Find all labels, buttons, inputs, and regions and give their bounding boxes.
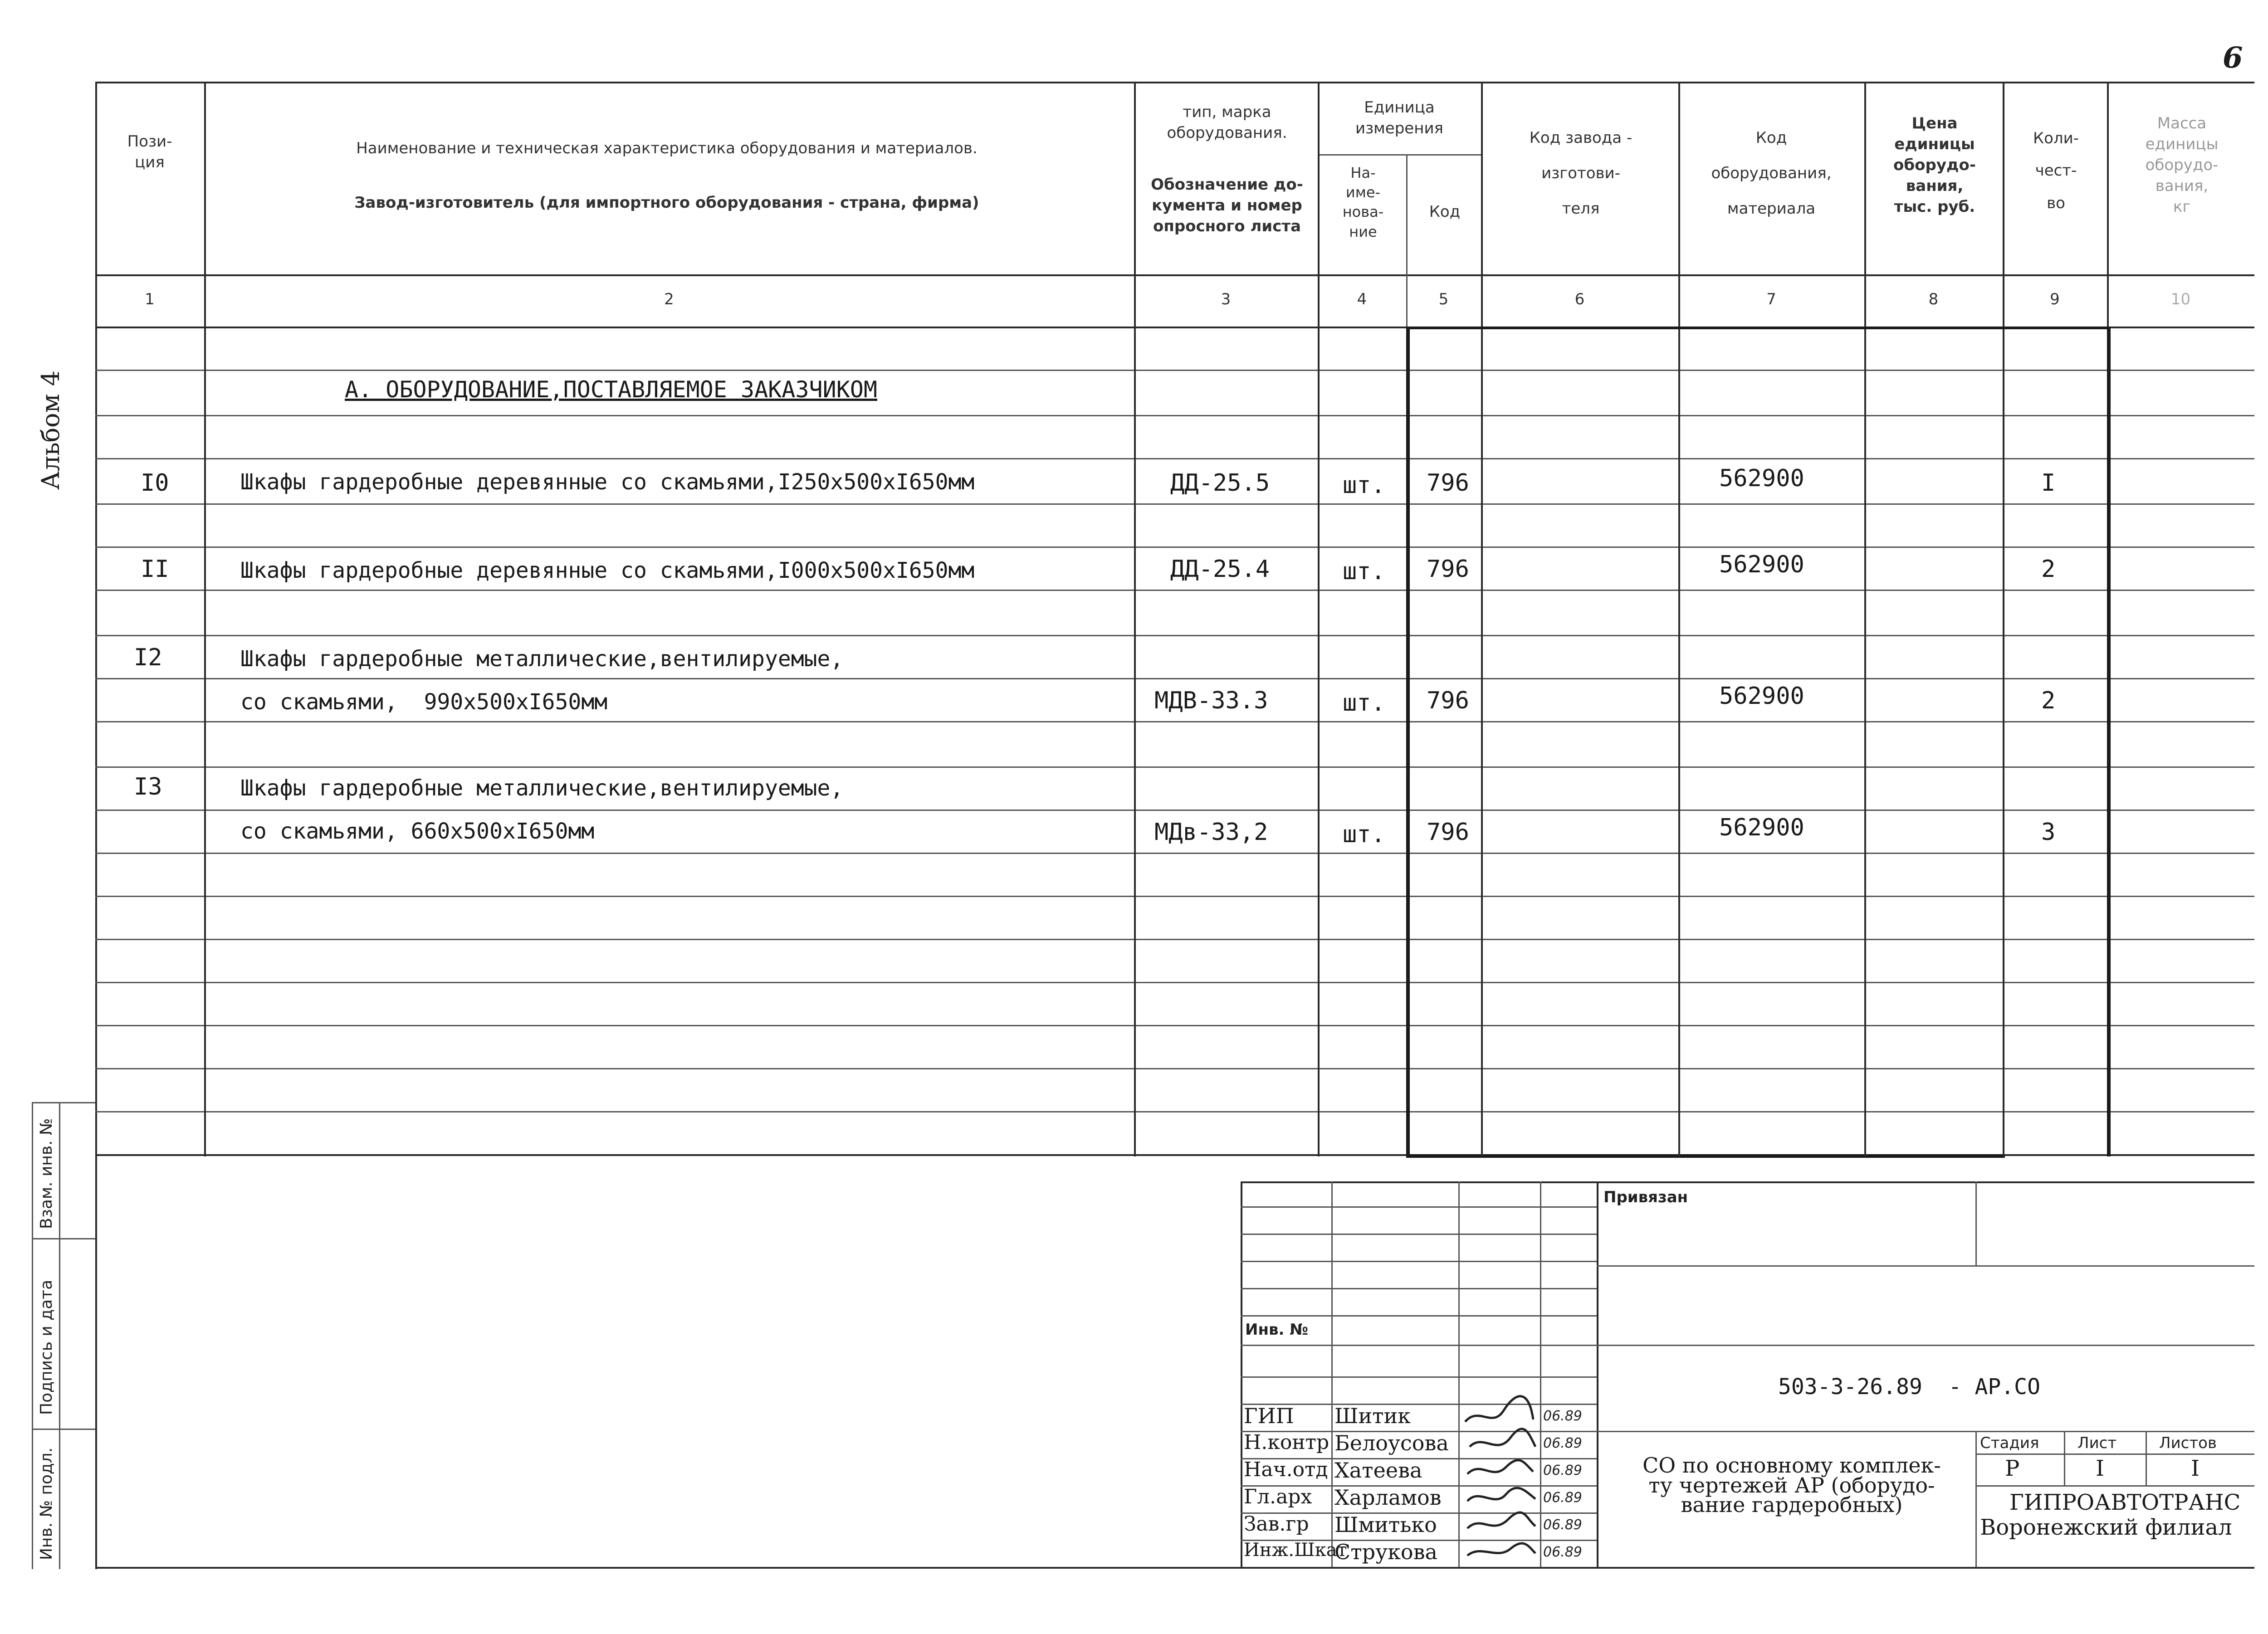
header-unit-name: На- име- нова- ние — [1342, 164, 1384, 240]
stage-label: Стадия — [1980, 1434, 2039, 1452]
sheets-label: Листов — [2159, 1434, 2217, 1452]
row-equipment-code: 562900 — [1719, 465, 1804, 492]
column-number-10: 10 — [2170, 290, 2191, 308]
column-number-3: 3 — [1221, 290, 1231, 308]
side-label-inv-podl: Инв. № подл. — [37, 1447, 56, 1560]
row-unit-code: 796 — [1427, 469, 1469, 497]
row-quantity: 3 — [2041, 819, 2056, 846]
header-position: Пози- ция — [127, 132, 172, 171]
section-title: А. ОБОРУДОВАНИЕ,ПОСТАВЛЯЕМОЕ ЗАКАЗЧИКОМ — [345, 376, 877, 403]
header-equipment-code: Код оборудования, материала — [1711, 129, 1832, 218]
row-name-continued: со скамьями, 660x500xI650мм — [240, 819, 595, 844]
row-name-continued: со скамьями, 990x500xI650мм — [240, 689, 608, 715]
document-code: 503-3-26.89 - АР.СО — [1778, 1374, 2040, 1400]
row-unit: шт. — [1343, 558, 1385, 585]
header-unit-group: Единица измерения — [1355, 98, 1444, 137]
row-document: ДД-25.4 — [1170, 556, 1270, 583]
header-price: Цена единицы оборудо- вания, тыс. руб. — [1893, 114, 1976, 216]
row-document: МДВ-33.3 — [1154, 687, 1268, 714]
row-equipment-code: 562900 — [1719, 814, 1804, 841]
signature-role: Зав.гр — [1244, 1512, 1309, 1536]
column-number-1: 1 — [145, 290, 155, 308]
privyazan-label: Привязан — [1603, 1188, 1688, 1206]
signature-role: Инж.Шкат — [1244, 1540, 1347, 1561]
signature-role: ГИП — [1244, 1404, 1294, 1428]
column-number-5: 5 — [1438, 290, 1449, 308]
signature-role: Гл.арх — [1244, 1485, 1312, 1508]
signature-name: Хатеева — [1334, 1458, 1422, 1483]
signature-name: Струкова — [1334, 1540, 1437, 1564]
row-unit: шт. — [1343, 472, 1385, 499]
row-unit-code: 796 — [1427, 556, 1469, 583]
side-label-vzam-inv: Взам. инв. № — [37, 1118, 56, 1229]
row-name: Шкафы гардеробные металлические,вентилируемые, — [240, 776, 844, 801]
header-mass: Масса единицы оборудо- вания, кг — [2145, 114, 2219, 216]
row-unit-code: 796 — [1427, 687, 1469, 714]
signature-date: 06.89 — [1543, 1490, 1582, 1506]
row-equipment-code: 562900 — [1719, 551, 1804, 578]
header-document: Обозначение до- кумента и номер опросного листа — [1151, 176, 1303, 235]
album-label: Альбом 4 — [36, 370, 65, 490]
row-unit: шт. — [1343, 689, 1385, 717]
signature-date: 06.89 — [1543, 1517, 1582, 1533]
signature-date: 06.89 — [1543, 1544, 1582, 1560]
page-number: 6 — [2223, 41, 2243, 75]
row-position: I3 — [134, 773, 162, 800]
row-quantity: I — [2041, 469, 2056, 497]
stage-value: Р — [2005, 1456, 2020, 1481]
row-unit: шт. — [1343, 821, 1385, 848]
header-name-line2: Завод-изготовитель (для импортного оборудования - страна, фирма) — [354, 194, 979, 212]
sheets-value: I — [2191, 1456, 2200, 1481]
row-quantity: 2 — [2041, 687, 2056, 714]
row-document: ДД-25.5 — [1170, 469, 1270, 497]
sheet-value: I — [2096, 1456, 2104, 1481]
row-position: I2 — [134, 644, 162, 671]
sheet-label: Лист — [2077, 1434, 2117, 1452]
row-name: Шкафы гардеробные деревянные со скамьями,I000x500xI650мм — [240, 558, 975, 583]
organization-branch: Воронежский филиал — [1980, 1515, 2232, 1540]
header-unit-code: Код — [1429, 203, 1461, 221]
signature-name: Шмитько — [1334, 1512, 1437, 1537]
column-number-2: 2 — [664, 290, 674, 308]
handwritten-signatures — [1461, 1379, 1540, 1565]
column-number-8: 8 — [1928, 290, 1939, 308]
signature-name: Шитик — [1334, 1404, 1411, 1428]
signature-role: Н.контр — [1244, 1431, 1330, 1454]
organization-name: ГИПРОАВТОТРАНС — [2009, 1490, 2241, 1515]
header-quantity: Коли- чест- во — [2033, 129, 2079, 212]
signature-name: Белоусова — [1334, 1431, 1449, 1455]
column-number-6: 6 — [1574, 290, 1585, 308]
column-number-4: 4 — [1357, 290, 1367, 308]
row-name: Шкафы гардеробные металлические,вентилируемые, — [240, 646, 844, 672]
row-position: II — [141, 556, 169, 583]
side-label-podpis-data: Подпись и дата — [37, 1279, 56, 1415]
row-name: Шкафы гардеробные деревянные со скамьями,I250x500xI650мм — [240, 469, 975, 495]
signature-role: Нач.отд — [1244, 1458, 1328, 1481]
signature-date: 06.89 — [1543, 1463, 1582, 1478]
row-unit-code: 796 — [1427, 819, 1469, 846]
row-position: I0 — [141, 469, 169, 497]
inv-no-label: Инв. № — [1245, 1321, 1309, 1339]
signature-date: 06.89 — [1543, 1435, 1582, 1451]
row-document: МДв-33,2 — [1154, 819, 1268, 846]
header-name-line1: Наименование и техническая характеристика оборудования и материалов. — [356, 139, 978, 157]
header-plant-code: Код завода - изготови- теля — [1529, 129, 1633, 218]
signature-name: Харламов — [1334, 1485, 1442, 1510]
row-equipment-code: 562900 — [1719, 683, 1804, 710]
column-number-9: 9 — [2050, 290, 2060, 308]
header-type-mark: тип, марка оборудования. — [1167, 103, 1287, 142]
signature-date: 06.89 — [1543, 1408, 1582, 1424]
column-number-7: 7 — [1766, 290, 1776, 308]
document-description: СО по основному комплек- ту чертежей АР (оборудо- вание гардеробных) — [1642, 1453, 1941, 1517]
row-quantity: 2 — [2041, 556, 2056, 583]
